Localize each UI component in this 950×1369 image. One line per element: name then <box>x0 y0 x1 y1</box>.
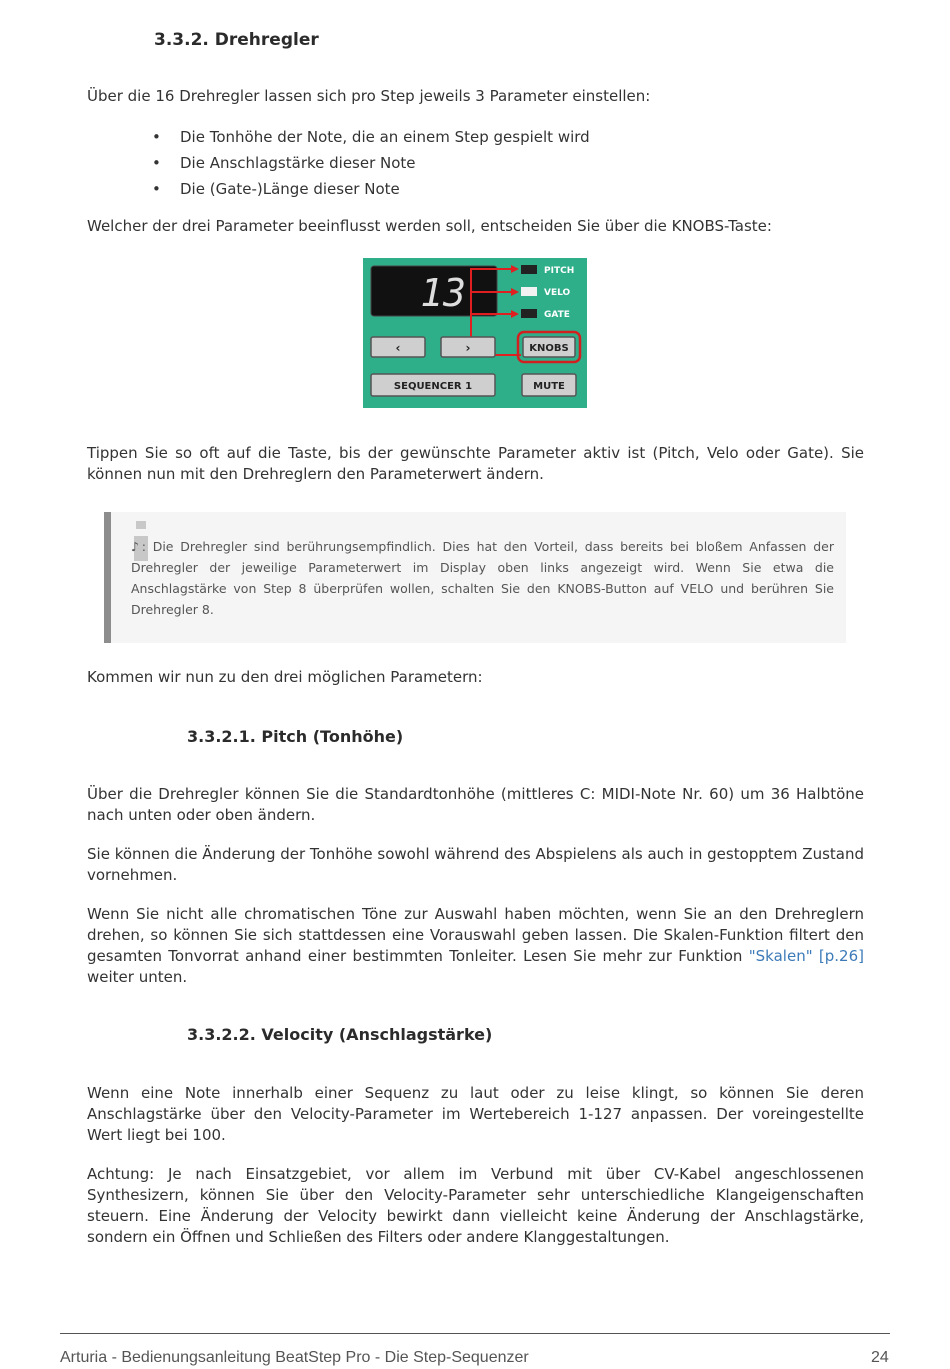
gate-led-icon <box>521 309 537 318</box>
section-heading: 3.3.2. Drehregler <box>154 30 319 50</box>
beatstep-knobs-illustration <box>363 258 587 408</box>
list-item: • Die Anschlagstärke dieser Note <box>150 150 590 176</box>
pitch-paragraph-2: Sie können die Änderung der Tonhöhe sowohl während des Abspielens als auch in gestopptem Zustand vornehmen. <box>87 845 864 884</box>
tip-box <box>104 512 846 643</box>
bullet-icon: • <box>152 154 161 172</box>
pitch-heading: 3.3.2.1. Pitch (Tonhöhe) <box>187 727 404 746</box>
knobs-intro-paragraph: Welcher der drei Parameter beeinflusst werden soll, entscheiden Sie über die KNOBS-Taste: <box>87 217 772 235</box>
lead-out-paragraph: Kommen wir nun zu den drei möglichen Parametern: <box>87 668 483 686</box>
pitch-led-icon <box>521 265 537 274</box>
mute-button-label: MUTE <box>533 381 565 392</box>
tap-paragraph: Tippen Sie so oft auf die Taste, bis der gewünschte Parameter aktiv ist (Pitch, Velo oder Gate). Sie können nun mit den Drehreglern den Parameterwert ändern. <box>87 444 864 483</box>
skalen-link[interactable]: "Skalen" [p.26] <box>748 947 865 965</box>
next-button-label: › <box>465 341 471 355</box>
footer-divider <box>60 1333 890 1334</box>
velo-led-icon <box>521 287 537 296</box>
display-value: 13 <box>420 271 466 315</box>
footer-title: Arturia - Bedienungsanleitung BeatStep Pro - Die Step-Sequenzer <box>60 1349 529 1366</box>
bullet-icon: • <box>152 128 161 146</box>
velocity-heading: 3.3.2.2. Velocity (Anschlagstärke) <box>187 1025 493 1044</box>
sequencer-button-label: SEQUENCER 1 <box>393 381 473 392</box>
parameter-list <box>150 124 590 202</box>
bullet-icon: • <box>152 180 161 198</box>
knobs-button-label: KNOBS <box>529 343 569 354</box>
gate-label: GATE <box>544 310 570 320</box>
pitch-paragraph-3: Wenn Sie nicht alle chromatischen Töne zur Auswahl haben möchten, wenn Sie an den Drehreglern drehen, so können Sie sich stattdessen eine Vorauswahl geben lassen. Die Skalen-Funktion filtert den gesamten Tonvorrat anhand einer bestimmten Tonleiter. Lesen Sie mehr zur Funktion "Skalen" [p.26] weiter unten. <box>87 905 865 986</box>
velo-label: VELO <box>544 288 571 298</box>
pitch-label: PITCH <box>544 266 575 276</box>
pitch-paragraph-1: Über die Drehregler können Sie die Standardtonhöhe (mittleres C: MIDI-Note Nr. 60) um 36 Halbtöne nach unten oder oben ändern. <box>87 785 864 824</box>
velocity-paragraph-2: Achtung: Je nach Einsatzgebiet, vor allem im Verbund mit über CV-Kabel angeschlossenen Synthesizern, können Sie über den Velocity-Parameter sehr unterschiedliche Klangeigenschaften steuern. Eine Änderung der Velocity bewirkt dann vielleicht keine Änderung der Anschlagstärke, sondern ein Öffnen und Schließen des Filters oder andere Klanggestaltungen. <box>87 1165 864 1246</box>
velocity-paragraph-1: Wenn eine Note innerhalb einer Sequenz zu laut oder zu leise klingt, so können Sie deren Anschlagstärke über den Velocity-Parameter im Wertebereich 1-127 anpassen. Der voreingestellte Wert liegt bei 100. <box>87 1084 864 1144</box>
list-item: • Die Tonhöhe der Note, die an einem Step gespielt wird <box>150 124 590 150</box>
tip-text: ♪: Die Drehregler sind berührungsempfindlich. Dies hat den Vorteil, dass bereits bei bloßem Anfassen der Drehregler der jeweilige Parameterwert im Display oben links angezeigt wird. Wenn Sie etwa die Anschlagstärke von Step 8 überprüfen wollen, schalten Sie den KNOBS-Button auf VELO und berühren Sie Drehregler 8. <box>131 539 834 617</box>
list-item: • Die (Gate-)Länge dieser Note <box>150 176 590 202</box>
intro-paragraph: Über die 16 Drehregler lassen sich pro Step jeweils 3 Parameter einstellen: <box>87 87 651 105</box>
page-number: 24 <box>871 1349 889 1366</box>
prev-button-label: ‹ <box>395 341 401 355</box>
